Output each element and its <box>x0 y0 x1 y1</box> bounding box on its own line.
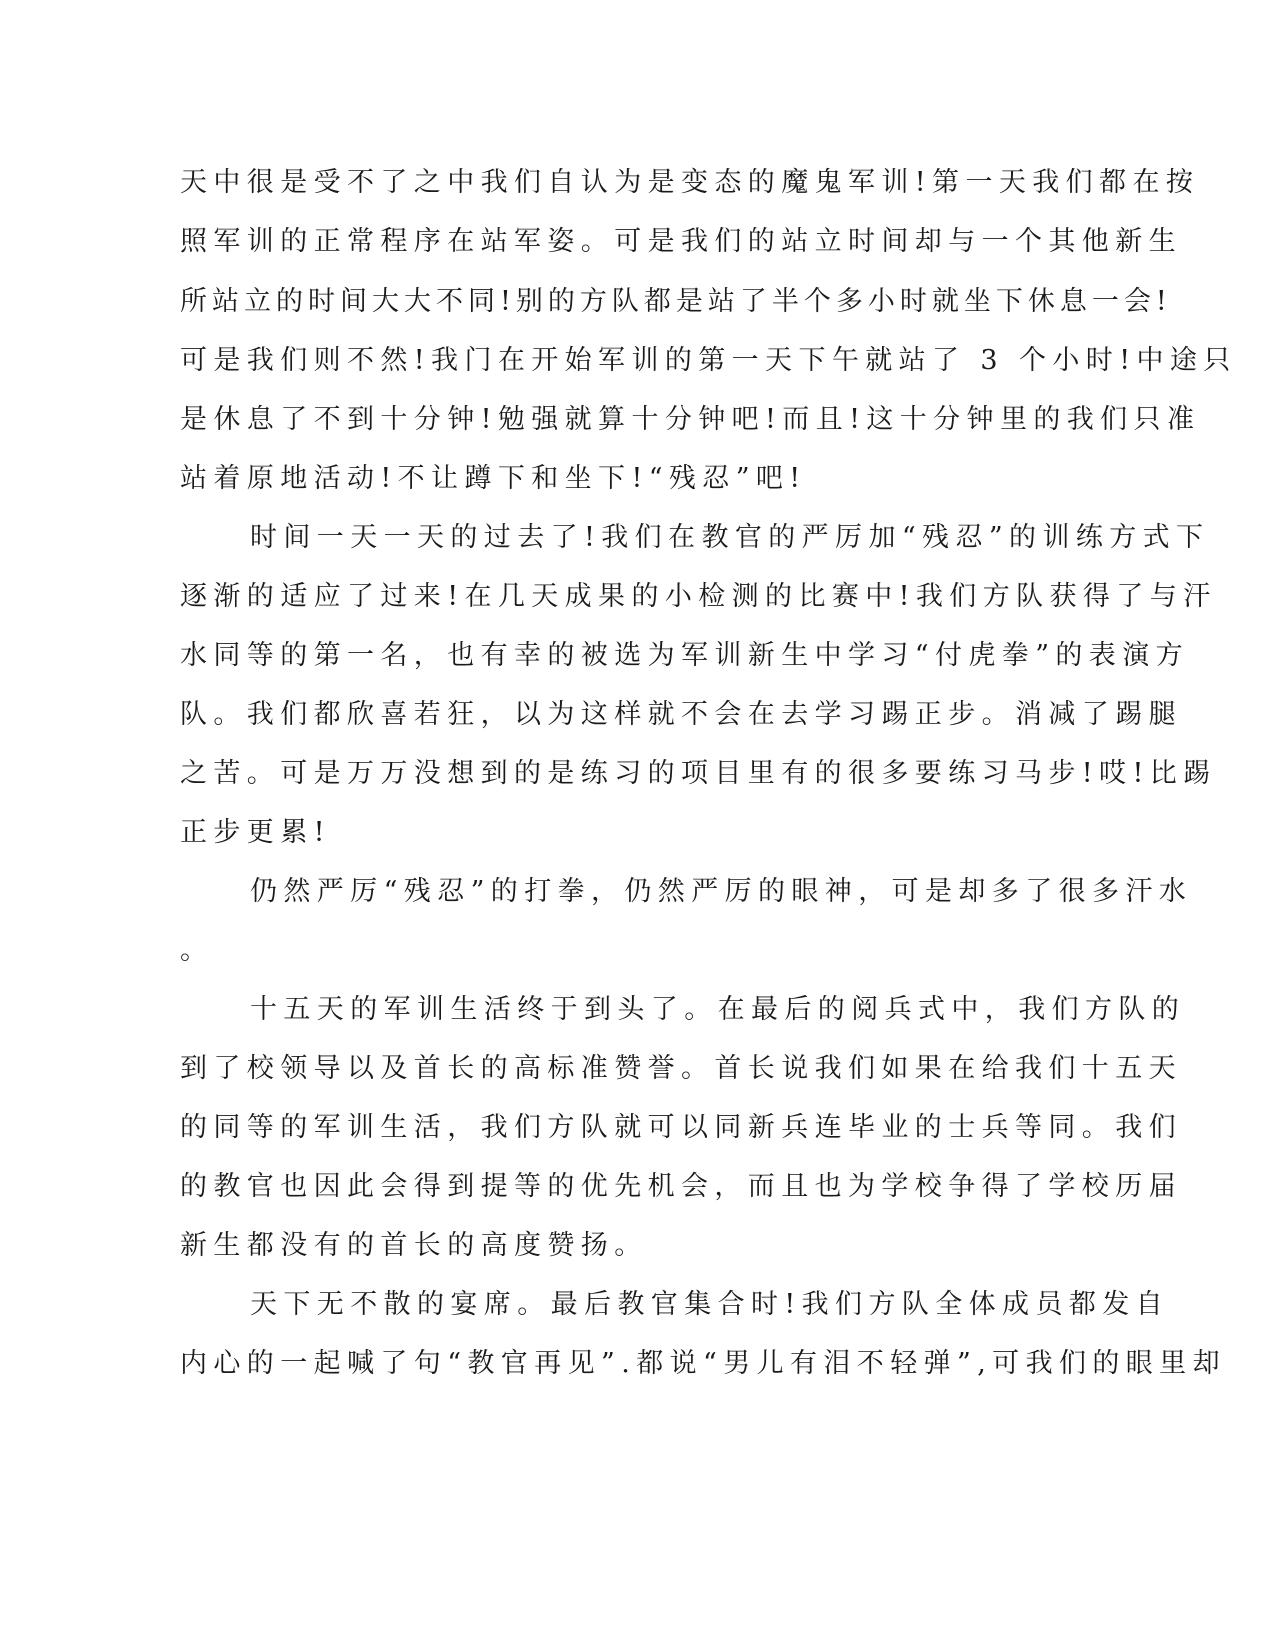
text-line: 内心的一起喊了句“教官再见”.都说“男儿有泪不轻弹”,可我们的眼里却 <box>180 1348 1226 1379</box>
text-line: 。 <box>180 935 214 966</box>
text-line: 可是我们则不然!我门在开始军训的第一天下午就站了 3 个小时!中途只 <box>180 345 1237 376</box>
text-line: 站着原地活动!不让蹲下和坐下!“残忍”吧! <box>180 463 807 494</box>
text-line: 到了校领导以及首长的高标准赞誉。首长说我们如果在给我们十五天 <box>180 1053 1182 1084</box>
paragraph-first-line: 天下无不散的宴席。最后教官集合时!我们方队全体成员都发自 <box>250 1289 1170 1320</box>
text-line: 的教官也因此会得到提等的优先机会，而且也为学校争得了学校历届 <box>180 1171 1182 1202</box>
text-line: 队。我们都欣喜若狂，以为这样就不会在去学习踢正步。消减了踢腿 <box>180 699 1182 730</box>
text-line: 正步更累! <box>180 817 331 848</box>
paragraph-first-line: 时间一天一天的过去了!我们在教官的严厉加“残忍”的训练方式下 <box>250 522 1210 553</box>
text-line: 逐渐的适应了过来!在几天成果的小检测的比赛中!我们方队获得了与汗 <box>180 581 1217 612</box>
paragraph-first-line: 十五天的军训生活终于到头了。在最后的阅兵式中，我们方队的 <box>250 994 1186 1025</box>
text-line: 的同等的军训生活，我们方队就可以同新兵连毕业的士兵等同。我们 <box>180 1112 1182 1143</box>
text-line: 水同等的第一名，也有幸的被选为军训新生中学习“付虎拳”的表演方 <box>180 640 1190 671</box>
text-line: 照军训的正常程序在站军姿。可是我们的站立时间却与一个其他新生 <box>180 226 1182 257</box>
text-line: 是休息了不到十分钟!勉强就算十分钟吧!而且!这十分钟里的我们只准 <box>180 404 1201 435</box>
paragraph-first-line: 仍然严厉“残忍”的打拳，仍然严厉的眼神，可是却多了很多汗水 <box>250 876 1193 907</box>
text-line: 所站立的时间大大不同!别的方队都是站了半个多小时就坐下休息一会! <box>180 286 1172 317</box>
text-line: 之苦。可是万万没想到的是练习的项目里有的很多要练习马步!哎!比踢 <box>180 758 1217 789</box>
text-line: 新生都没有的首长的高度赞扬。 <box>180 1230 648 1261</box>
text-line: 天中很是受不了之中我们自认为是变态的魔鬼军训!第一天我们都在按 <box>180 167 1200 198</box>
